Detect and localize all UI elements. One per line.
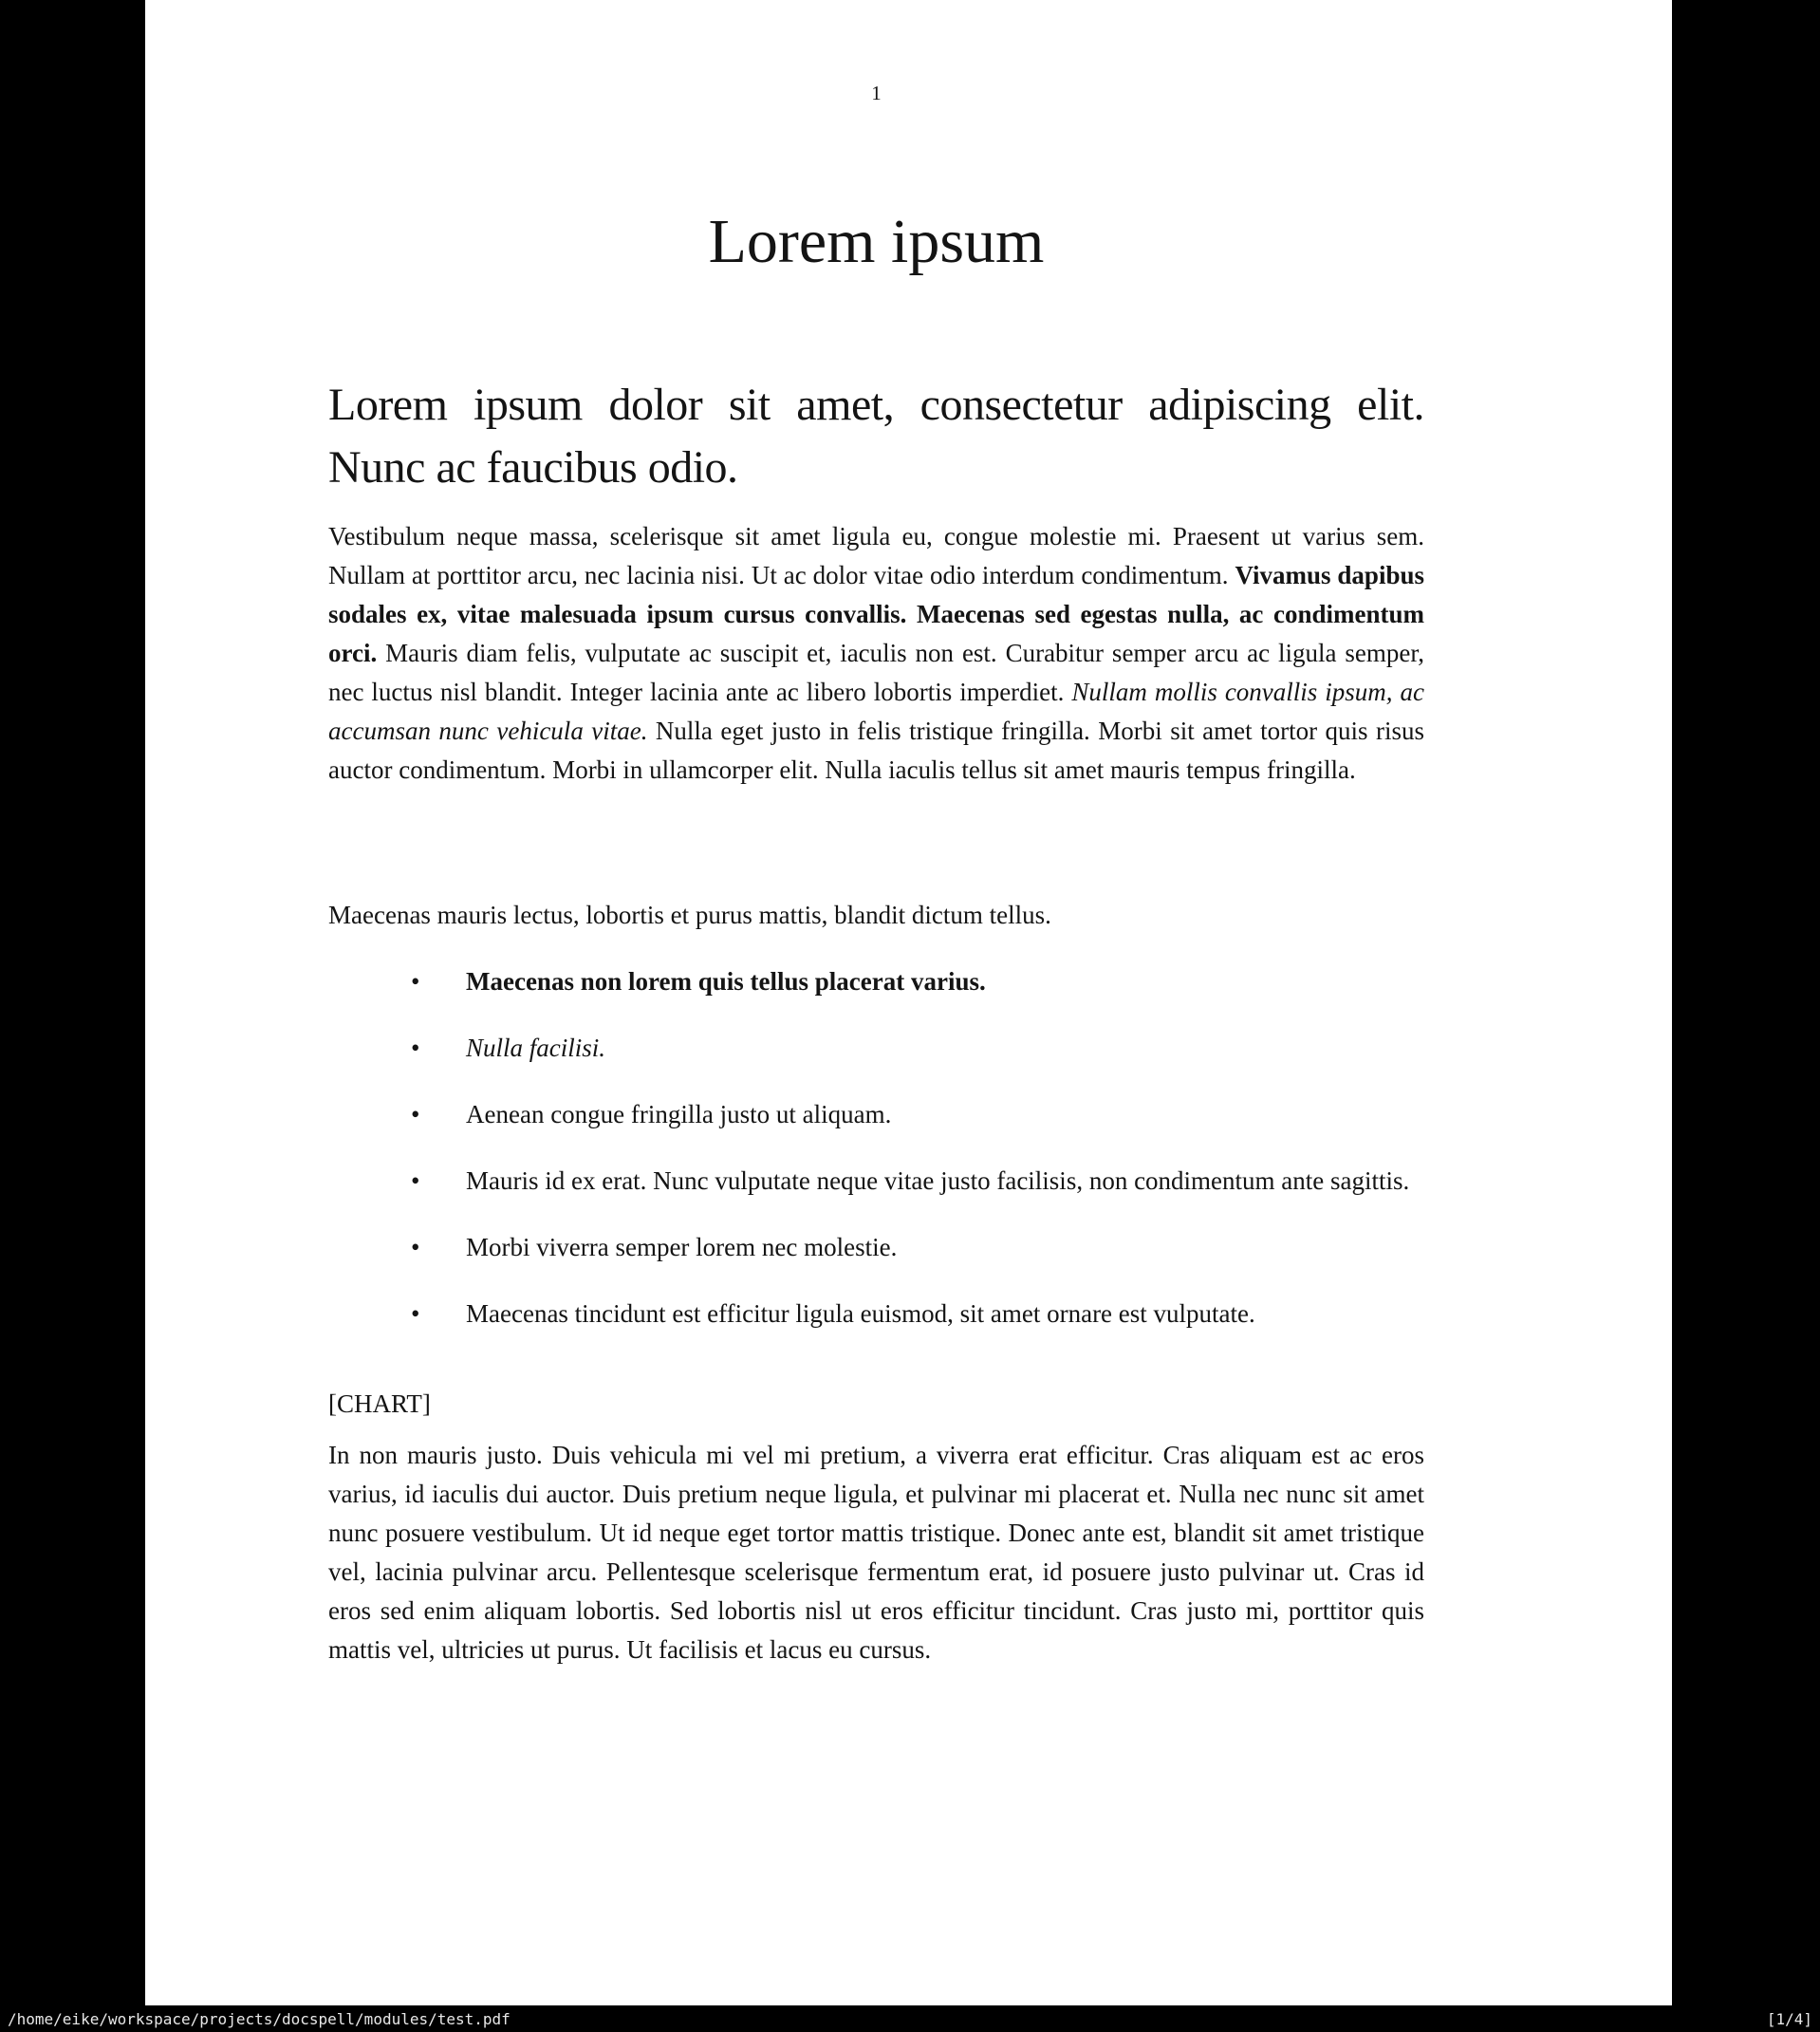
paragraph-1-text: Mauris diam felis, vulputate ac suscipit et, iaculis non est. Curabitur semper arcu ac ligula semper, nec luctus nisl blandit. Integer lacinia ante ac libero lobortis imperdiet.	[328, 639, 1424, 706]
bullet-icon: •	[411, 1299, 420, 1328]
paragraph-1-italic-text: Nullam mollis convallis ipsum, ac accumsan nunc vehicula vitae.	[328, 678, 1424, 745]
bullet-icon: •	[411, 1166, 420, 1195]
paragraph-1-text: Nulla eget justo in felis tristique fringilla. Morbi sit amet tortor quis risus auctor condimentum. Morbi in ullamcorper elit. Nulla iaculis tellus sit amet mauris tempus fringilla.	[328, 717, 1424, 784]
list-item	[328, 1029, 1424, 1068]
list-item-text: Mauris id ex erat. Nunc vulputate neque vitae justo facilisis, non condimentum ante sagittis.	[466, 1166, 1410, 1195]
list-item	[328, 1162, 1424, 1201]
list-item	[328, 1295, 1424, 1333]
bullet-icon: •	[411, 1100, 420, 1128]
bullet-icon: •	[411, 967, 420, 996]
statusbar-page-indicator: [1/4]	[1766, 2009, 1812, 2028]
section-heading: Lorem ipsum dolor sit amet, consectetur adipiscing elit. Nunc ac faucibus odio.	[328, 380, 1424, 493]
paragraph-2: Maecenas mauris lectus, lobortis et purus mattis, blandit dictum tellus.	[328, 901, 1051, 929]
bullet-icon: •	[411, 1034, 420, 1062]
list-item-text: Morbi viverra semper lorem nec molestie.	[466, 1233, 898, 1261]
statusbar-file-path: /home/eike/workspace/projects/docspell/modules/test.pdf	[8, 2009, 511, 2028]
document-title: Lorem ipsum	[708, 207, 1045, 276]
paragraph-3: In non mauris justo. Duis vehicula mi vel mi pretium, a viverra erat efficitur. Cras aliquam est ac eros varius, id iaculis dui auctor. Duis pretium neque ligula, et pulvinar mi placerat et. Nulla nec nunc sit amet nunc posuere vestibulum. Ut id neque eget tortor mattis tristique. Donec ante est, blandit sit amet tristique vel, lacinia pulvinar arcu. Pellentesque scelerisque fermentum erat, id posuere justo pulvinar ut. Cras id eros sed enim aliquam lobortis. Sed lobortis nisl ut eros efficitur tincidunt. Cras justo mi, porttitor quis mattis vel, ultricies ut purus. Ut facilisis et lacus eu cursus.	[328, 1441, 1424, 1664]
list-item-text: Aenean congue fringilla justo ut aliquam.	[466, 1100, 892, 1128]
bullet-list	[328, 962, 1424, 1361]
list-item-text: Maecenas non lorem quis tellus placerat varius.	[466, 967, 986, 996]
list-item-text: Maecenas tincidunt est efficitur ligula euismod, sit amet ornare est vulputate.	[466, 1299, 1255, 1328]
page-number: 1	[871, 82, 882, 104]
list-item	[328, 1095, 1424, 1134]
list-item	[328, 1228, 1424, 1267]
statusbar	[0, 2005, 1820, 2032]
paragraph-1-bold-text: Vivamus dapibus sodales ex, vitae malesuada ipsum cursus convallis. Maecenas sed egestas nulla, ac condimentum orci.	[328, 561, 1424, 667]
list-item	[328, 962, 1424, 1001]
paragraph-1	[328, 517, 1424, 790]
list-item-text: Nulla facilisi.	[466, 1034, 606, 1062]
bullet-icon: •	[411, 1233, 420, 1261]
chart-placeholder-label: [CHART]	[328, 1389, 431, 1418]
paragraph-1-text: Vestibulum neque massa, scelerisque sit amet ligula eu, congue molestie mi. Praesent ut varius sem. Nullam at porttitor arcu, nec lacinia nisi. Ut ac dolor vitae odio interdum condimentum.	[328, 522, 1424, 589]
pdf-page	[145, 0, 1672, 2005]
